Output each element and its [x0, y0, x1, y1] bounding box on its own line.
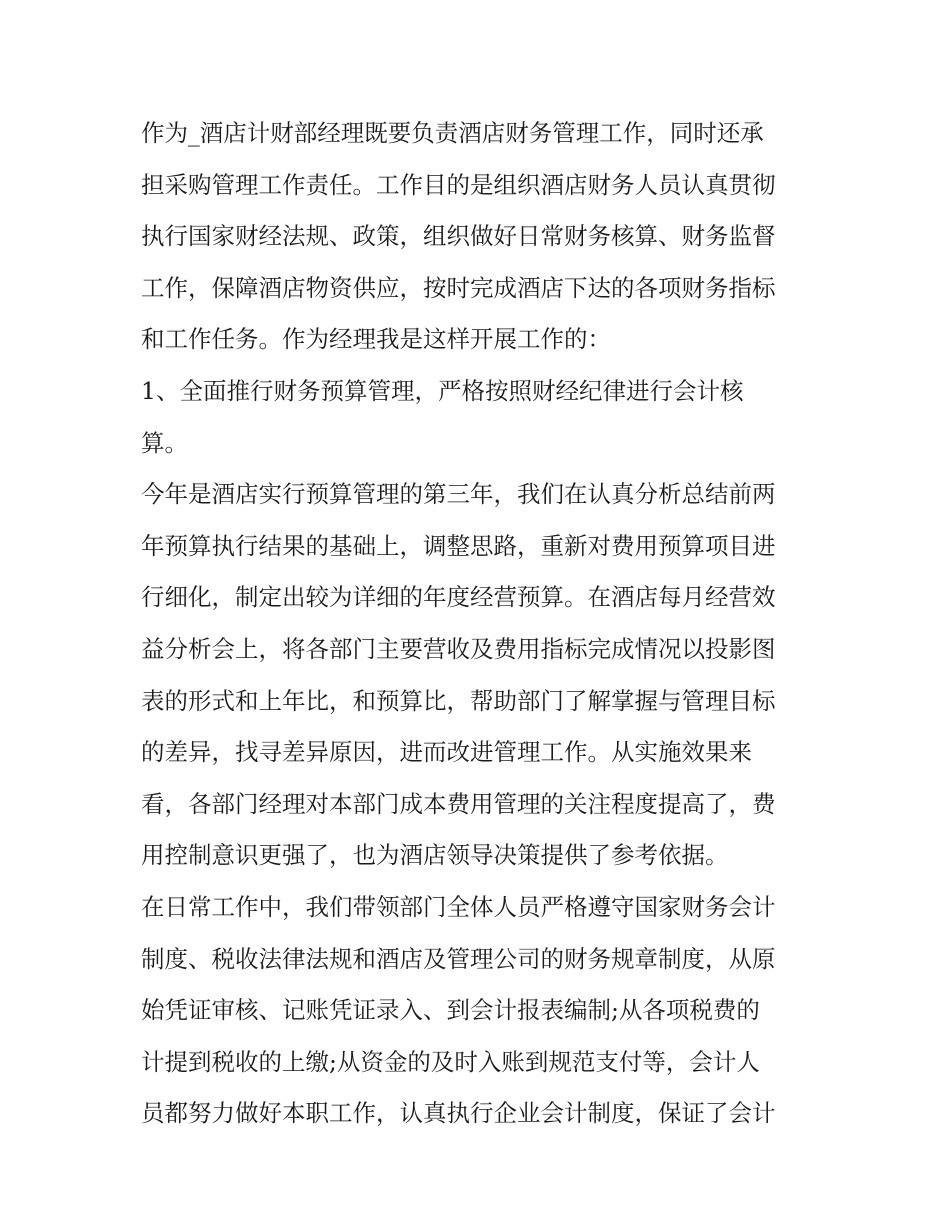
text-line: 作为_酒店计财部经理既要负责酒店财务管理工作，同时还承	[141, 119, 764, 147]
text-line: 今年是酒店实行预算管理的第三年，我们在认真分析总结前两	[141, 480, 776, 509]
text-line: 算。	[141, 428, 188, 457]
text-line: 用控制意识更强了，也为酒店领导决策提供了参考依据。	[141, 841, 729, 870]
text-line: 和工作任务。作为经理我是这样开展工作的：	[141, 325, 611, 354]
text-line: 始凭证审核、记账凭证录入、到会计报表编制;从各项税费的	[141, 996, 760, 1025]
section-heading-1	[141, 366, 816, 469]
text-line: 在日常工作中，我们带领部门全体人员严格遵守国家财务会计	[141, 892, 776, 921]
document-body	[141, 108, 816, 1140]
text-line: 员都努力做好本职工作，认真执行企业会计制度，保证了会计	[141, 1099, 776, 1128]
text-line: 担采购管理工作责任。工作目的是组织酒店财务人员认真贯彻	[141, 170, 776, 199]
text-line: 工作，保障酒店物资供应，按时完成酒店下达的各项财务指标	[141, 273, 776, 302]
text-line: 制度、税收法律法规和酒店及管理公司的财务规章制度，从原	[141, 944, 776, 973]
text-line: 执行国家财经法规、政策，组织做好日常财务核算、财务监督	[141, 222, 776, 251]
paragraph-budget	[141, 469, 816, 882]
text-line: 1、全面推行财务预算管理，严格按照财经纪律进行会计核	[141, 376, 744, 405]
text-line: 计提到税收的上缴;从资金的及时入账到规范支付等，会计人	[141, 1047, 760, 1076]
text-line: 看，各部门经理对本部门成本费用管理的关注程度提高了，费	[141, 789, 776, 818]
text-line: 益分析会上，将各部门主要营收及费用指标完成情况以投影图	[141, 634, 776, 663]
text-line: 表的形式和上年比，和预算比，帮助部门了解掌握与管理目标	[141, 686, 776, 715]
text-line: 的差异，找寻差异原因，进而改进管理工作。从实施效果来	[141, 738, 752, 767]
paragraph-daily-work	[141, 882, 816, 1140]
text-line: 年预算执行结果的基础上，调整思路，重新对费用预算项目进	[141, 531, 776, 560]
text-line: 行细化，制定出较为详细的年度经营预算。在酒店每月经营效	[141, 583, 776, 612]
paragraph-intro	[141, 108, 816, 366]
